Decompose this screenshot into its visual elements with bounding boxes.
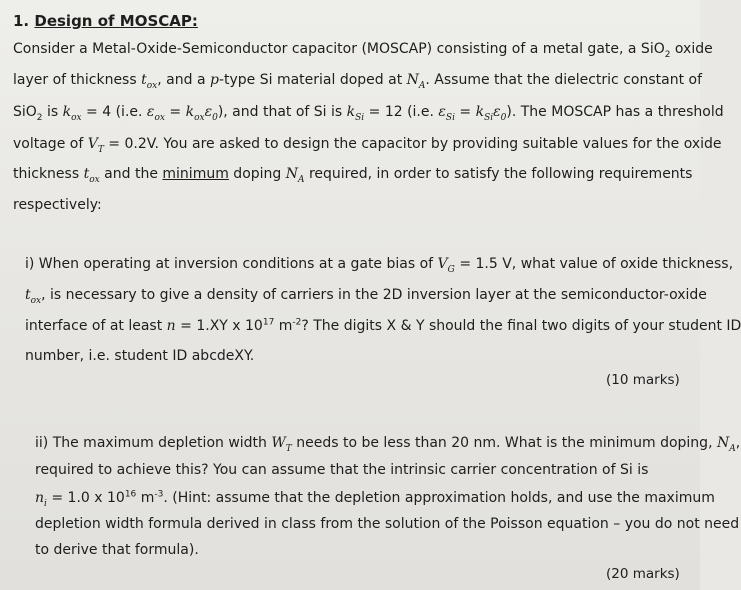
part-i-line-1: i) When operating at inversion conditions at a gate bias of $V_G = 1.5$ V, what value of oxide thickness,: [25, 256, 734, 275]
question-heading: Design of MOSCAP:: [34, 12, 198, 30]
question-title: [13, 12, 198, 30]
intro-line-6: respectively:: [13, 197, 102, 213]
minimum-underlined: minimum: [162, 166, 229, 182]
part-ii-line-3: $n_i = 1.0$ x $10^{16}$ $m^{-3}$. (Hint: assume that the depletion approximation holds, and use the maximum: [35, 489, 715, 509]
part-i-marks: (10 marks): [606, 372, 680, 388]
question-number: 1.: [13, 12, 30, 30]
intro-line-3: SiO$_2$ is $k_{ox} = 4$ (i.e. $\varepsilon_{ox} = k_{ox}\varepsilon_0$), and that of Si is $k_{Si} = 12$ (i.e. $\varepsilon_{Si} = k_{Si}\varepsilon_0$). The MOSCAP has a threshold: [13, 104, 724, 123]
part-i-line-2: $t_{ox}$, is necessary to give a density of carriers in the 2D inversion layer at the semiconductor-oxide: [25, 287, 707, 306]
intro-line-4: voltage of $V_T = 0.2V$. You are asked to design the capacitor by providing suitable values for the oxide: [13, 136, 722, 155]
part-i-line-3: interface of at least n = 1.XY x $10^{17}$ $m^{-2}$? The digits X & Y should the final two digits of your student ID: [25, 317, 741, 334]
part-ii-line-5: to derive that formula).: [35, 542, 199, 558]
intro-line-5: thickness $t_{ox}$ and the minimum doping $N_A$ required, in order to satisfy the following requirements: [13, 166, 693, 185]
part-ii-line-2: required to achieve this? You can assume that the intrinsic carrier concentration of Si is: [35, 462, 649, 478]
part-ii-line-4: depletion width formula derived in class from the solution of the Poisson equation – you do not need: [35, 516, 740, 532]
part-i-line-4: number, i.e. student ID abcdeXY.: [25, 348, 255, 364]
part-ii-line-1: ii) The maximum depletion width $W_T$ needs to be less than 20 nm. What is the minimum doping, $N_A$,: [35, 435, 741, 454]
intro-line-1: Consider a Metal-Oxide-Semiconductor capacitor (MOSCAP) consisting of a metal gate, a SiO$_2$ oxide: [13, 41, 713, 60]
intro-line-2: layer of thickness $t_{ox}$, and a p-type Si material doped at $N_A$. Assume that the dielectric constant of: [13, 72, 703, 91]
part-ii-marks: (20 marks): [606, 566, 680, 582]
